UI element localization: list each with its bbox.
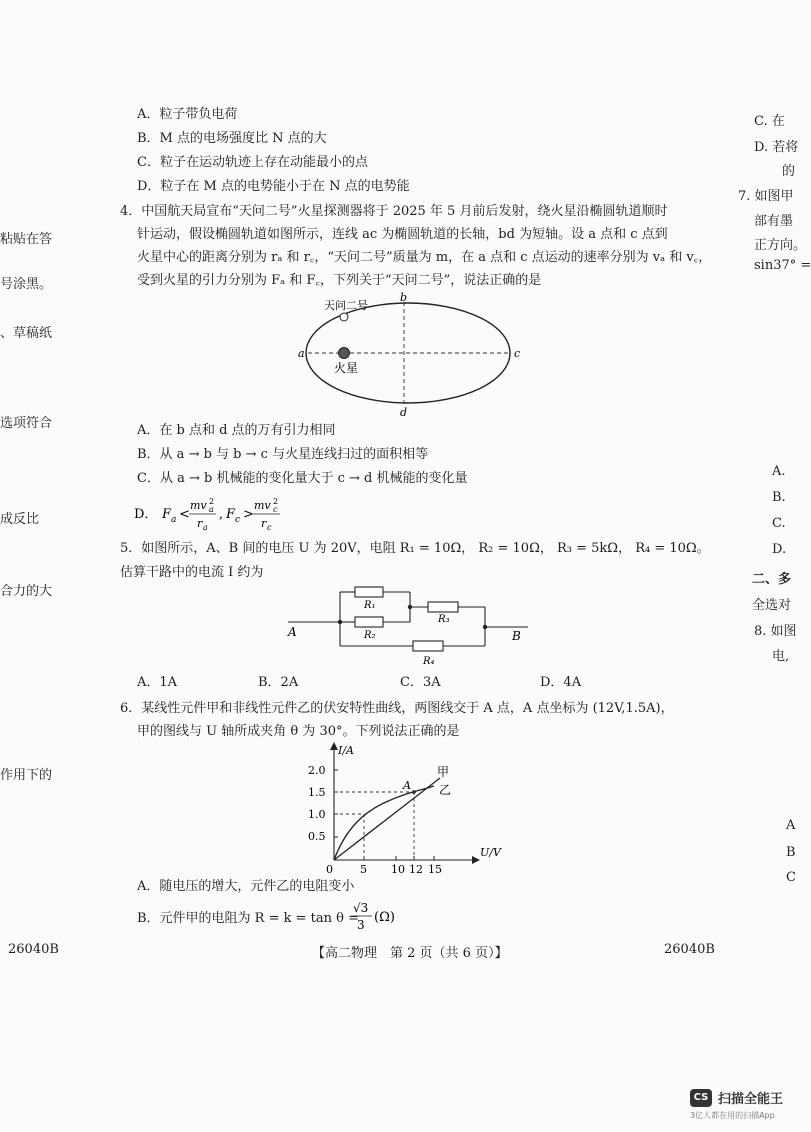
footer-left-code: 26040B [8, 942, 59, 957]
svg-text:2: 2 [209, 497, 215, 506]
right-margin-text-8: A. [772, 464, 786, 479]
y-tick-1.0: 1.0 [308, 808, 326, 821]
mars-label: 火星 [334, 361, 359, 375]
terminal-b-label: B [512, 629, 521, 643]
right-margin-text-14: 8. 如图 [754, 624, 797, 639]
point-b-label: b [400, 291, 408, 304]
left-margin-text-3: 、草稿纸 [0, 326, 53, 341]
q6-option-b-fraction [348, 896, 408, 936]
left-margin-text-4: 选项符合 [0, 416, 53, 431]
probe-icon [340, 313, 348, 321]
right-margin-text-9: B. [772, 490, 786, 505]
svg-text:a: a [203, 523, 208, 532]
right-margin-text-18: C [786, 870, 796, 885]
svg-text:mv: mv [254, 499, 271, 512]
svg-text:a: a [171, 515, 177, 525]
mars-icon [339, 348, 350, 359]
curve-jia [334, 778, 440, 860]
scanner-tagline: 3亿人都在用的扫描App [690, 1111, 775, 1120]
q6-option-a: A．随电压的增大，元件乙的电阻变小 [137, 879, 355, 894]
x-tick-5: 5 [360, 863, 367, 876]
q3-option-c: C．粒子在运动轨迹上存在动能最小的点 [137, 155, 368, 170]
x-axis-label: U/V [480, 846, 501, 859]
q5-circuit-diagram [280, 582, 540, 672]
y-tick-0.5: 0.5 [308, 830, 326, 843]
q3-option-a: A．粒子带负电荷 [137, 107, 238, 122]
left-margin-text-1: 粘贴在答 [0, 232, 53, 247]
q3-option-d: D．粒子在 M 点的电势能小于在 N 点的电势能 [137, 179, 410, 194]
svg-text:F: F [226, 507, 236, 522]
x-tick-15: 15 [428, 863, 442, 876]
svg-text:F: F [162, 507, 172, 522]
q5-stem-line-2: 估算干路中的电流 I 约为 [120, 565, 264, 580]
q4-option-c: C．从 a → b 机械能的变化量大于 c → d 机械能的变化量 [137, 471, 468, 486]
resistor-r3 [428, 602, 458, 612]
resistor-r4 [413, 641, 443, 651]
q4-orbit-figure [290, 292, 530, 422]
q3-option-b: B．M 点的电场强度比 N 点的大 [137, 131, 327, 146]
r4-label: R₄ [423, 656, 435, 667]
scanner-name: 扫描全能王 [718, 1092, 784, 1107]
r1-label: R₁ [364, 600, 376, 611]
footer-page-label: 【高二物理 第 2 页（共 6 页）】 [312, 946, 508, 961]
q4-option-a: A．在 b 点和 d 点的万有引力相同 [137, 423, 336, 438]
right-margin-text-12: 二、多 [752, 572, 792, 587]
svg-text:c: c [235, 515, 241, 525]
svg-text:r: r [261, 517, 267, 530]
q5-stem-line-1: 5．如图所示，A、B 间的电压 U 为 20V，电阻 R₁ = 10Ω， R₂ = 10Ω， R₃ = 5kΩ， R₄ = 10Ω。 [120, 541, 710, 556]
y-axis-label: I/A [338, 744, 354, 757]
point-a-label: a [298, 347, 305, 360]
q5-option-b: B．2A [258, 675, 299, 690]
resistor-r1 [355, 587, 383, 597]
right-margin-text-7: sin37° = [754, 258, 811, 273]
svg-text:,: , [219, 507, 224, 522]
left-margin-text-2: 号涂黑。 [0, 277, 53, 292]
right-margin-text-16: A [786, 818, 796, 833]
left-margin-text-5: 成反比 [0, 512, 40, 527]
x-tick-12: 12 [409, 863, 423, 876]
fraction-denominator: 3 [357, 918, 365, 932]
right-margin-text-4: 7. 如图甲 [738, 189, 794, 204]
x-tick-10: 10 [391, 863, 405, 876]
svg-text:c: c [267, 523, 272, 532]
svg-text:mv: mv [190, 499, 207, 512]
q5-option-c: C．3A [400, 675, 441, 690]
right-margin-text-11: D. [772, 542, 787, 557]
origin-label: 0 [326, 863, 333, 876]
svg-text:r: r [197, 517, 203, 530]
q4-stem-line-4: 受到火星的引力分别为 Fₐ 和 F꜀，下列关于“天问二号”，说法正确的是 [137, 273, 542, 288]
terminal-a-label: A [288, 625, 297, 639]
q6-option-b-text: B．元件甲的电阻为 R = k = tan θ = [137, 911, 359, 926]
right-margin-text-17: B [786, 845, 796, 860]
q6-iv-graph [300, 742, 510, 876]
svg-text:<: < [179, 507, 190, 522]
right-margin-text-1: C. 在 [754, 114, 785, 129]
q4-option-d-label: D． [134, 507, 158, 522]
y-tick-1.5: 1.5 [308, 786, 326, 799]
right-margin-text-15: 电, [772, 649, 790, 664]
left-margin-text-7: 作用下的 [0, 768, 53, 783]
y-tick-2.0: 2.0 [308, 764, 326, 777]
right-margin-text-5: 部有墨 [754, 214, 794, 229]
left-margin-text-6: 合力的大 [0, 584, 53, 599]
q5-option-a: A．1A [137, 675, 178, 690]
q4-option-b: B．从 a → b 与 b → c 与火星连线扫过的面积相等 [137, 447, 429, 462]
scanner-watermark [690, 1088, 783, 1107]
q6-stem-line-1: 6．某线性元件甲和非线性元件乙的伏安特性曲线，两图线交于 A 点，A 点坐标为 (12V,1.5A)， [120, 701, 674, 716]
camscanner-logo-icon: CS [690, 1089, 712, 1107]
probe-label: 天问二号 [324, 299, 368, 312]
right-margin-text-10: C. [772, 516, 786, 531]
q5-option-d: D．4A [540, 675, 582, 690]
curve-jia-label: 甲 [437, 765, 450, 779]
unit-ohm: (Ω) [374, 910, 395, 925]
fraction-numerator: √3 [353, 901, 369, 915]
right-margin-text-13: 全选对 [752, 598, 792, 613]
point-c-label: c [514, 347, 521, 360]
curve-yi-label: 乙 [439, 783, 452, 797]
r2-label: R₂ [364, 630, 376, 641]
svg-text:c: c [273, 505, 278, 514]
q6-stem-line-2: 甲的图线与 U 轴所成夹角 θ 为 30°。下列说法正确的是 [137, 724, 460, 739]
right-margin-text-3: 的 [782, 164, 796, 179]
q4-option-d-formula [130, 492, 310, 536]
footer-right-code: 26040B [664, 942, 715, 957]
q4-stem-line-1: 4．中国航天局宣布“天问二号”火星探测器将于 2025 年 5 月前后发射，绕火星沿椭圆轨道顺时 [120, 204, 668, 219]
right-margin-text-2: D. 若将 [754, 140, 799, 155]
svg-text:a: a [209, 505, 214, 514]
resistor-r2 [355, 617, 383, 627]
svg-text:2: 2 [273, 497, 279, 506]
point-a-label: A [403, 779, 411, 792]
point-a-marker [412, 790, 416, 794]
right-margin-text-6: 正方向。 [754, 238, 807, 253]
svg-text:>: > [243, 507, 254, 522]
r3-label: R₃ [438, 614, 450, 625]
q4-stem-line-2: 针运动，假设椭圆轨道如图所示，连线 ac 为椭圆轨道的长轴，bd 为短轴。设 a 点和 c 点到 [137, 227, 668, 242]
point-d-label: d [400, 406, 408, 419]
q4-stem-line-3: 火星中心的距离分别为 rₐ 和 r꜀，“天问二号”质量为 m，在 a 点和 c 点运动的速率分别为 vₐ 和 v꜀， [137, 250, 712, 265]
